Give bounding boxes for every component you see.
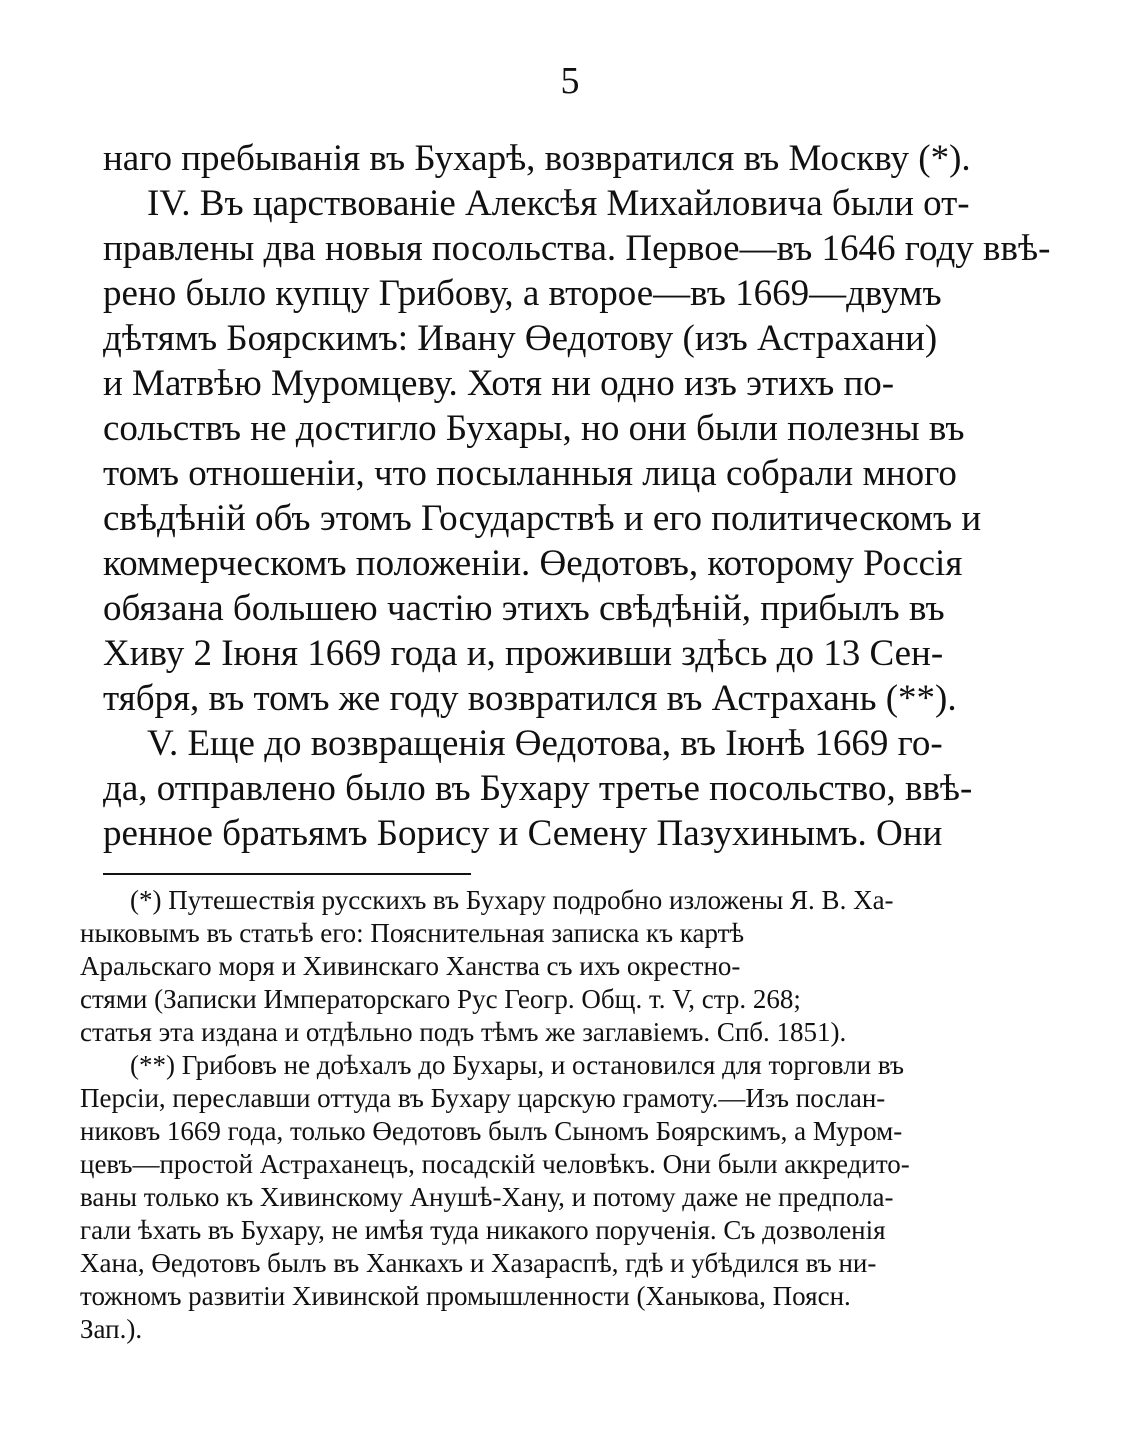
footnote-line: тожномъ развитіи Хивинской промышленности (Ханыкова, Поясн.	[80, 1281, 851, 1311]
footnote-line: цевъ—простой Астраханецъ, посадскій человѣкъ. Они были аккредито-	[80, 1149, 910, 1179]
text-line: дѣтямъ Боярскимъ: Ивану Өедотову (изъ Астрахани)	[103, 318, 938, 359]
text-line: свѣдѣній объ этомъ Государствѣ и его политическомъ и	[103, 498, 982, 539]
text-line: рено было купцу Грибову, а второе—въ 1669—двумъ	[103, 273, 942, 314]
main-text	[103, 136, 1068, 856]
footnote-line: Хана, Өедотовъ былъ въ Ханкахъ и Хазараспѣ, гдѣ и убѣдился въ ни-	[80, 1248, 877, 1278]
footnotes	[80, 884, 1065, 1346]
text-line: сольствъ не достигло Бухары, но они были полезны въ	[103, 408, 965, 449]
footnote-divider	[103, 873, 471, 875]
text-line: наго пребыванія въ Бухарѣ, возвратился въ Москву (*).	[103, 138, 971, 179]
text-line: да, отправлено было въ Бухару третье посольство, ввѣ-	[103, 768, 973, 809]
footnote-line: (*) Путешествія русскихъ въ Бухару подробно изложены Я. В. Ха-	[130, 885, 894, 915]
text-line: V. Еще до возвращенія Өедотова, въ Іюнѣ 1669 го-	[147, 723, 943, 764]
footnote-line: Аральскаго моря и Хивинскаго Ханства съ ихъ окрестно-	[80, 951, 741, 981]
footnote-line: никовъ 1669 года, только Өедотовъ былъ Сыномъ Боярскимъ, а Муром-	[80, 1116, 903, 1146]
footnote-line: статья эта издана и отдѣльно подъ тѣмъ же заглавіемъ. Спб. 1851).	[80, 1017, 847, 1047]
footnote-line: гали ѣхать въ Бухару, не имѣя туда никакого порученія. Съ дозволенія	[80, 1215, 886, 1245]
text-line: IV. Въ царствованіе Алексѣя Михайловича были от-	[147, 183, 970, 224]
footnote-line: Персіи, переславши оттуда въ Бухару царскую грамоту.—Изъ послан-	[80, 1083, 886, 1113]
text-line: обязана большею частію этихъ свѣдѣній, прибылъ въ	[103, 588, 945, 629]
footnote-line: ныковымъ въ статьѣ его: Пояснительная записка къ картѣ	[80, 918, 745, 948]
footnote-line: Зап.).	[80, 1314, 143, 1344]
text-line: Хиву 2 Іюня 1669 года и, проживши здѣсь до 13 Сен-	[103, 633, 944, 674]
text-line: тября, въ томъ же году возвратился въ Астрахань (**).	[103, 678, 957, 719]
footnote-line: стями (Записки Императорскаго Рус Геогр. Общ. т. V, стр. 268;	[80, 984, 801, 1014]
text-line: томъ отношеніи, что посыланныя лица собрали много	[103, 453, 957, 494]
text-line: правлены два новыя посольства. Первое—въ 1646 году ввѣ-	[103, 228, 1051, 269]
page-number: 5	[560, 60, 580, 102]
text-line: коммерческомъ положеніи. Өедотовъ, которому Россія	[103, 543, 963, 584]
footnote-line: (**) Грибовъ не доѣхалъ до Бухары, и остановился для торговли въ	[130, 1050, 904, 1080]
text-line: ренное братьямъ Борису и Семену Пазухинымъ. Они	[103, 813, 943, 854]
footnote-line: ваны только къ Хивинскому Анушѣ-Хану, и потому даже не предпола-	[80, 1182, 894, 1212]
text-line: и Матвѣю Муромцеву. Хотя ни одно изъ этихъ по-	[103, 363, 895, 404]
